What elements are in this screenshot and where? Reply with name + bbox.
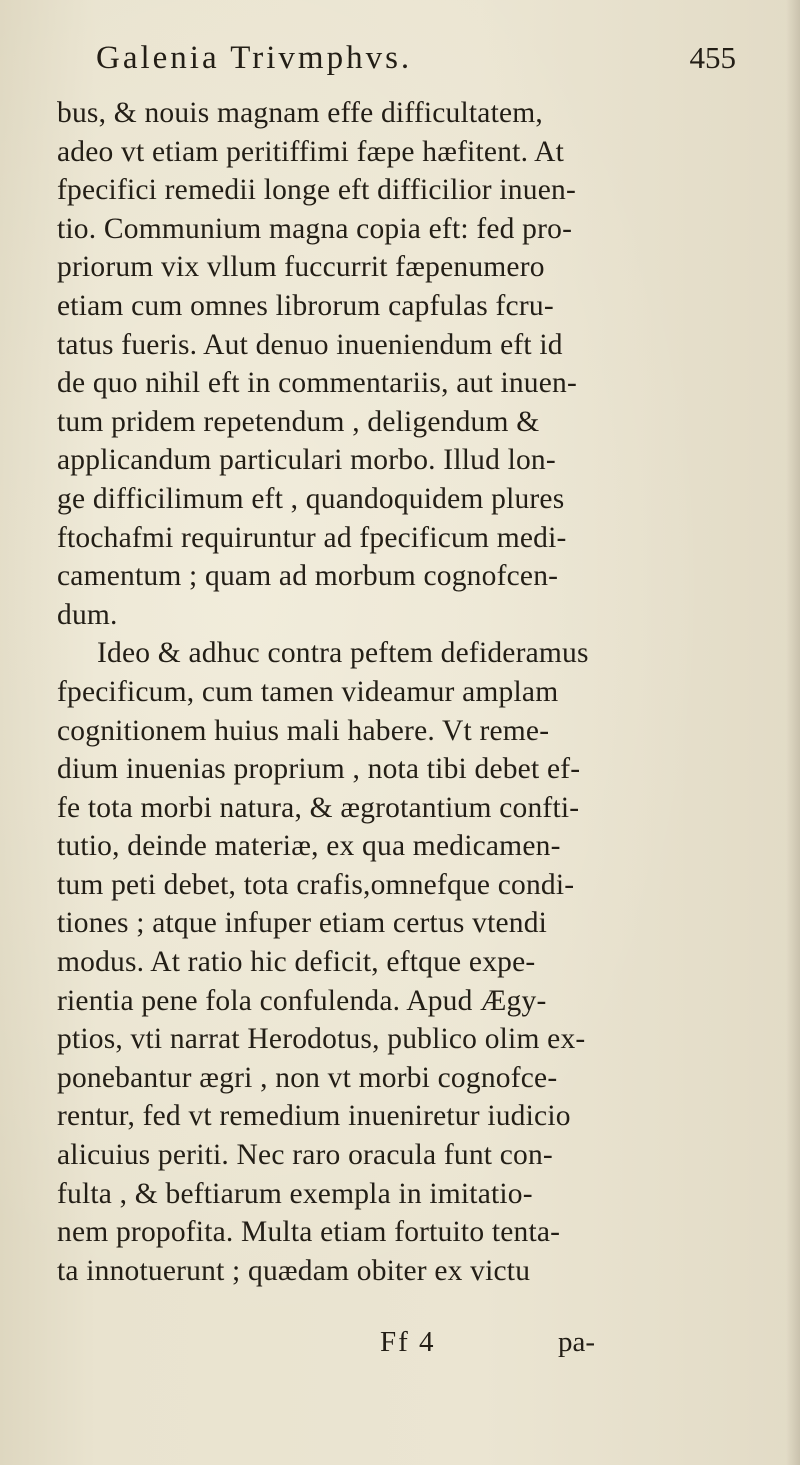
body-text bbox=[57, 94, 747, 1290]
text-line: tio. Communium magna copia eft: fed pro- bbox=[57, 212, 573, 245]
text-line: fpecifici remedii longe eft difficilior inuen- bbox=[57, 174, 576, 207]
text-line: camentum ; quam ad morbum cognofcen- bbox=[57, 560, 559, 593]
page-edge-shadow bbox=[786, 0, 800, 1465]
text-line: tatus fueris. Aut denuo inueniendum eft id bbox=[57, 328, 563, 361]
page-header bbox=[96, 40, 736, 96]
text-line: ta innotuerunt ; quædam obiter ex victu bbox=[57, 1254, 531, 1287]
text-line: alicuius periti. Nec raro oracula funt con- bbox=[57, 1139, 553, 1172]
page-footer bbox=[0, 1326, 800, 1370]
text-line: tum pridem repetendum , deligendum & bbox=[57, 405, 540, 438]
text-line: nem propofita. Multa etiam fortuito tenta- bbox=[57, 1216, 561, 1249]
text-line: rientia pene fola confulenda. Apud Ægy- bbox=[57, 984, 547, 1017]
text-line: tiones ; atque infuper etiam certus vtendi bbox=[57, 907, 548, 940]
text-line: dium inuenias proprium , nota tibi debet ef- bbox=[57, 753, 581, 786]
text-line: priorum vix vllum fuccurrit fæpenumero bbox=[57, 251, 545, 284]
text-line: fulta , & beftiarum exempla in imitatio- bbox=[57, 1177, 533, 1210]
text-line: de quo nihil eft in commentariis, aut inuen- bbox=[57, 367, 578, 400]
text-line: ge difficilimum eft , quandoquidem plures bbox=[57, 482, 565, 515]
text-line: etiam cum omnes librorum capfulas fcru- bbox=[57, 289, 554, 322]
text-line: applicandum particulari morbo. Illud lon- bbox=[57, 444, 556, 477]
text-line: modus. At ratio hic deficit, eftque expe- bbox=[57, 946, 536, 979]
catchword: pa- bbox=[558, 1326, 596, 1358]
text-line: fpecificum, cum tamen videamur amplam bbox=[57, 675, 559, 708]
text-line: ponebantur ægri , non vt morbi cognofce- bbox=[57, 1061, 558, 1094]
text-line: cognitionem huius mali habere. Vt reme- bbox=[57, 714, 550, 747]
text-line: ptios, vti narrat Herodotus, publico olim ex- bbox=[57, 1023, 586, 1056]
text-line: fe tota morbi natura, & ægrotantium confti- bbox=[57, 791, 580, 824]
text-line: tutio, deinde materiæ, ex qua medicamen- bbox=[57, 830, 561, 863]
text-line: rentur, fed vt remedium inueniretur iudicio bbox=[57, 1100, 571, 1133]
text-line: ftochafmi requiruntur ad fpecificum medi- bbox=[57, 521, 567, 554]
paragraph-start-line: Ideo & adhuc contra peftem defideramus bbox=[97, 637, 589, 670]
text-line: tum peti debet, tota crafis,omnefque condi- bbox=[57, 868, 575, 901]
page-number: 455 bbox=[689, 40, 736, 75]
text-line: bus, & nouis magnam effe difficultatem, bbox=[57, 97, 543, 129]
text-line: dum. bbox=[57, 598, 118, 631]
signature-mark: Ff 4 bbox=[380, 1326, 436, 1358]
running-head: Galenia Trivmphvs. bbox=[96, 40, 413, 76]
text-line: adeo vt etiam peritiffimi fæpe hæfitent. At bbox=[57, 135, 564, 168]
